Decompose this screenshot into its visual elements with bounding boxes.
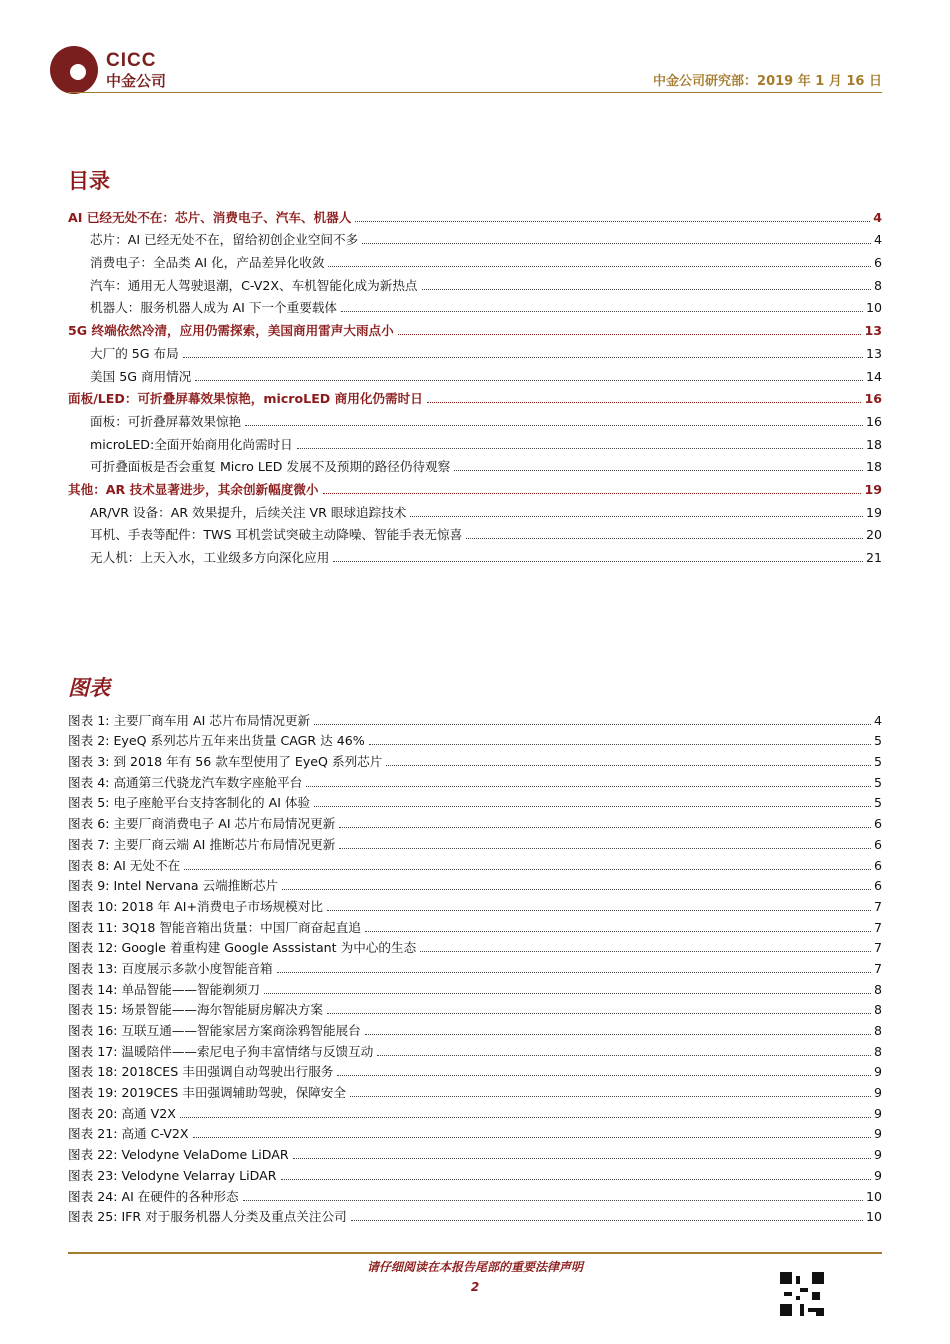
dot-leader	[339, 848, 871, 849]
dot-leader	[327, 1013, 871, 1014]
toc-entry-item[interactable]	[68, 498, 882, 521]
toc-entry-text: 5G 终端依然冷清，应用仍需探索，美国商用雷声大雨点小	[68, 323, 394, 339]
toc-entry-page: 20	[865, 527, 882, 543]
dot-leader	[333, 561, 863, 562]
logo-text-cn: 中金公司	[106, 72, 167, 90]
toc-entry-page: 6	[873, 255, 882, 271]
figure-entry-text: 图表 6: 主要厂商消费电子 AI 芯片布局情况更新	[68, 816, 336, 832]
figure-entry-page: 9	[873, 1085, 882, 1101]
figure-entry-item[interactable]	[68, 977, 882, 998]
figures-list	[68, 708, 882, 1225]
dot-leader	[422, 289, 871, 290]
toc-list	[68, 203, 882, 566]
dot-leader	[398, 334, 862, 335]
dot-leader	[314, 806, 871, 807]
figure-entry-text: 图表 24: AI 在硬件的各种形态	[68, 1188, 239, 1204]
toc-entry-item[interactable]	[68, 362, 882, 385]
figure-entry-page: 9	[873, 1105, 882, 1121]
figure-entry-page: 9	[873, 1167, 882, 1183]
figure-entry-page: 5	[873, 795, 882, 811]
figure-entry-text: 图表 21: 高通 C-V2X	[68, 1126, 189, 1142]
toc-entry-item[interactable]	[68, 407, 882, 430]
dot-leader	[293, 1158, 871, 1159]
figure-entry-item[interactable]	[68, 1060, 882, 1081]
dot-leader	[466, 538, 863, 539]
figure-entry-text: 图表 5: 电子座舱平台支持客制化的 AI 体验	[68, 795, 311, 811]
figure-entry-text: 图表 18: 2018CES 丰田强调自动驾驶出行服务	[68, 1064, 334, 1080]
figure-entry-item[interactable]	[68, 811, 882, 832]
figure-entry-text: 图表 4: 高通第三代骁龙汽车数字座舱平台	[68, 774, 303, 790]
dot-leader	[264, 993, 871, 994]
figure-entry-page: 8	[873, 1043, 882, 1059]
figure-entry-page: 9	[873, 1064, 882, 1080]
dot-leader	[351, 1220, 863, 1221]
dot-leader	[306, 786, 871, 787]
figure-entry-item[interactable]	[68, 729, 882, 750]
figure-entry-text: 图表 7: 主要厂商云端 AI 推断芯片布局情况更新	[68, 836, 336, 852]
toc-entry-item[interactable]	[68, 294, 882, 317]
toc-entry-item[interactable]	[68, 248, 882, 271]
toc-entry-text: 耳机、手表等配件：TWS 耳机尝试突破主动降噪、智能手表无惊喜	[90, 527, 463, 543]
dot-leader	[282, 889, 871, 890]
dot-leader	[195, 380, 863, 381]
dot-leader	[180, 1117, 871, 1118]
cicc-logo	[48, 44, 198, 96]
dot-leader	[184, 869, 871, 870]
figure-entry-item[interactable]	[68, 936, 882, 957]
figure-entry-text: 图表 23: Velodyne Velarray LiDAR	[68, 1167, 277, 1183]
toc-entry-text: 面板/LED：可折叠屏幕效果惊艳，microLED 商用化仍需时日	[68, 391, 423, 407]
figure-entry-item[interactable]	[68, 894, 882, 915]
figure-entry-page: 5	[873, 754, 882, 770]
dot-leader	[350, 1096, 871, 1097]
figure-entry-text: 图表 19: 2019CES 丰田强调辅助驾驶，保障安全	[68, 1085, 346, 1101]
figure-entry-text: 图表 20: 高通 V2X	[68, 1105, 176, 1121]
toc-entry-item[interactable]	[68, 271, 882, 294]
figure-entry-page: 8	[873, 1002, 882, 1018]
toc-entry-section[interactable]	[68, 316, 882, 339]
figure-entry-page: 6	[873, 836, 882, 852]
figure-entry-text: 图表 9: Intel Nervana 云端推断芯片	[68, 878, 279, 894]
toc-entry-item[interactable]	[68, 543, 882, 566]
dot-leader	[277, 972, 871, 973]
dot-leader	[281, 1179, 871, 1180]
toc-title: 目录	[68, 169, 110, 193]
toc-entry-page: 13	[865, 345, 882, 361]
toc-entry-text: 大厂的 5G 布局	[90, 345, 179, 361]
toc-entry-text: 其他：AR 技术显著进步，其余创新幅度微小	[68, 481, 319, 497]
figure-entry-item[interactable]	[68, 770, 882, 791]
dot-leader	[339, 827, 871, 828]
figure-entry-item[interactable]	[68, 708, 882, 729]
dot-leader	[337, 1075, 871, 1076]
dot-leader	[427, 402, 862, 403]
toc-entry-page: 10	[865, 300, 882, 316]
toc-entry-text: 可折叠面板是否会重复 Micro LED 发展不及预期的路径仍待观察	[90, 459, 451, 475]
toc-entry-text: AI 已经无处不在：芯片、消费电子、汽车、机器人	[68, 209, 352, 225]
toc-entry-section[interactable]	[68, 203, 882, 226]
figure-entry-page: 5	[873, 733, 882, 749]
figure-entry-text: 图表 8: AI 无处不在	[68, 857, 181, 873]
figure-entry-page: 10	[865, 1209, 882, 1225]
dot-leader	[323, 493, 862, 494]
toc-entry-text: microLED:全面开始商用化尚需时日	[90, 436, 293, 452]
dot-leader	[377, 1055, 871, 1056]
figure-entry-item[interactable]	[68, 749, 882, 770]
figure-entry-page: 7	[873, 940, 882, 956]
figure-entry-page: 9	[873, 1147, 882, 1163]
figure-entry-page: 7	[873, 898, 882, 914]
figure-entry-item[interactable]	[68, 998, 882, 1019]
toc-entry-page: 14	[865, 368, 882, 384]
toc-entry-item[interactable]	[68, 521, 882, 544]
figure-entry-text: 图表 10: 2018 年 AI+消费电子市场规模对比	[68, 898, 323, 914]
dot-leader	[369, 744, 871, 745]
dot-leader	[183, 357, 863, 358]
figure-entry-item[interactable]	[68, 1101, 882, 1122]
toc-entry-item[interactable]	[68, 453, 882, 476]
dot-leader	[243, 1200, 863, 1201]
figure-entry-item[interactable]	[68, 853, 882, 874]
dot-leader	[327, 910, 871, 911]
toc-entry-page: 4	[873, 232, 882, 248]
figure-entry-item[interactable]	[68, 1122, 882, 1143]
toc-entry-text: 无人机：上天入水，工业级多方向深化应用	[90, 550, 330, 565]
dot-leader	[454, 470, 863, 471]
toc-entry-page: 16	[865, 413, 882, 429]
page-number: 2	[470, 1280, 480, 1294]
figure-entry-page: 4	[873, 712, 882, 728]
toc-entry-page: 13	[864, 323, 882, 339]
toc-entry-text: 消费电子：全品类 AI 化，产品差异化收敛	[90, 255, 325, 271]
dot-leader	[297, 448, 863, 449]
figure-entry-item[interactable]	[68, 874, 882, 895]
dot-leader	[341, 311, 863, 312]
figure-entry-text: 图表 11: 3Q18 智能音箱出货量：中国厂商奋起直追	[68, 919, 361, 935]
footer-divider	[68, 1252, 882, 1254]
dot-leader	[245, 425, 863, 426]
figure-entry-page: 10	[865, 1188, 882, 1204]
toc-entry-text: 美国 5G 商用情况	[90, 368, 192, 384]
figure-entry-page: 8	[873, 981, 882, 997]
figure-entry-page: 6	[873, 816, 882, 832]
dot-leader	[314, 724, 871, 725]
figure-entry-item[interactable]	[68, 1018, 882, 1039]
figure-entry-text: 图表 17: 温暖陪伴——索尼电子狗丰富情绪与反馈互动	[68, 1043, 374, 1059]
figure-entry-text: 图表 2: EyeQ 系列芯片五年来出货量 CAGR 达 46%	[68, 733, 365, 749]
toc-entry-section[interactable]	[68, 385, 882, 408]
figure-entry-text: 图表 13: 百度展示多款小度智能音箱	[68, 960, 273, 976]
figure-entry-item[interactable]	[68, 1039, 882, 1060]
dot-leader	[420, 951, 871, 952]
cicc-logo-icon	[48, 44, 100, 96]
figure-entry-text: 图表 1: 主要厂商车用 AI 芯片布局情况更新	[68, 712, 311, 728]
figure-entry-text: 图表 25: IFR 对于服务机器人分类及重点关注公司	[68, 1209, 347, 1225]
toc-entry-page: 18	[865, 459, 882, 475]
figure-entry-item[interactable]	[68, 832, 882, 853]
figure-entry-item[interactable]	[68, 1205, 882, 1226]
toc-entry-text: 汽车：通用无人驾驶退潮，C-V2X、车机智能化成为新热点	[90, 277, 418, 293]
figure-entry-page: 6	[873, 857, 882, 873]
figure-entry-text: 图表 12: Google 着重构建 Google Asssistant 为中心的生态	[68, 940, 417, 956]
toc-entry-section[interactable]	[68, 475, 882, 498]
figure-entry-item[interactable]	[68, 791, 882, 812]
toc-entry-page: 19	[865, 504, 882, 520]
figure-entry-page: 7	[873, 960, 882, 976]
figure-entry-page: 9	[873, 1126, 882, 1142]
toc-entry-page: 19	[864, 481, 882, 497]
figure-entry-text: 图表 15: 场景智能——海尔智能厨房解决方案	[68, 1002, 323, 1018]
figure-entry-page: 7	[873, 919, 882, 935]
toc-entry-page: 8	[873, 277, 882, 293]
dot-leader	[410, 516, 863, 517]
figure-entry-text: 图表 14: 单品智能——智能剃须刀	[68, 981, 260, 997]
toc-entry-text: 面板：可折叠屏幕效果惊艳	[90, 413, 242, 429]
dot-leader	[386, 765, 871, 766]
dot-leader	[355, 221, 870, 222]
legal-notice: 请仔细阅读在本报告尾部的重要法律声明	[366, 1260, 583, 1274]
qr-code-icon	[780, 1272, 824, 1316]
figure-entry-item[interactable]	[68, 1184, 882, 1205]
dot-leader	[362, 243, 871, 244]
figure-entry-text: 图表 22: Velodyne VelaDome LiDAR	[68, 1147, 289, 1163]
header-divider	[68, 92, 882, 93]
toc-entry-item[interactable]	[68, 339, 882, 362]
figure-entry-item[interactable]	[68, 915, 882, 936]
toc-entry-text: AR/VR 设备：AR 效果提升，后续关注 VR 眼球追踪技术	[90, 504, 407, 520]
toc-entry-item[interactable]	[68, 226, 882, 249]
figure-entry-text: 图表 3: 到 2018 年有 56 款车型使用了 EyeQ 系列芯片	[68, 754, 383, 770]
toc-entry-text: 机器人：服务机器人成为 AI 下一个重要载体	[90, 300, 338, 316]
toc-entry-page: 21	[865, 550, 882, 565]
report-source-date: 中金公司研究部：2019 年 1 月 16 日	[653, 74, 882, 89]
toc-entry-page: 16	[864, 391, 882, 407]
figure-entry-page: 8	[873, 1023, 882, 1038]
figure-entry-page: 5	[873, 774, 882, 790]
logo-text-en: CICC	[106, 50, 157, 71]
toc-entry-page: 4	[873, 209, 882, 225]
figure-entry-item[interactable]	[68, 1163, 882, 1184]
figure-entry-item[interactable]	[68, 1080, 882, 1101]
dot-leader	[193, 1137, 871, 1138]
figures-title: 图表	[68, 676, 110, 700]
figure-entry-item[interactable]	[68, 1142, 882, 1163]
toc-entry-text: 芯片：AI 已经无处不在，留给初创企业空间不多	[90, 232, 359, 248]
figure-entry-text: 图表 16: 互联互通——智能家居方案商涂鸦智能展台	[68, 1023, 361, 1038]
toc-entry-item[interactable]	[68, 430, 882, 453]
figure-entry-page: 6	[873, 878, 882, 894]
figure-entry-item[interactable]	[68, 956, 882, 977]
dot-leader	[365, 1034, 871, 1035]
dot-leader	[365, 931, 871, 932]
dot-leader	[328, 266, 871, 267]
toc-entry-page: 18	[865, 436, 882, 452]
